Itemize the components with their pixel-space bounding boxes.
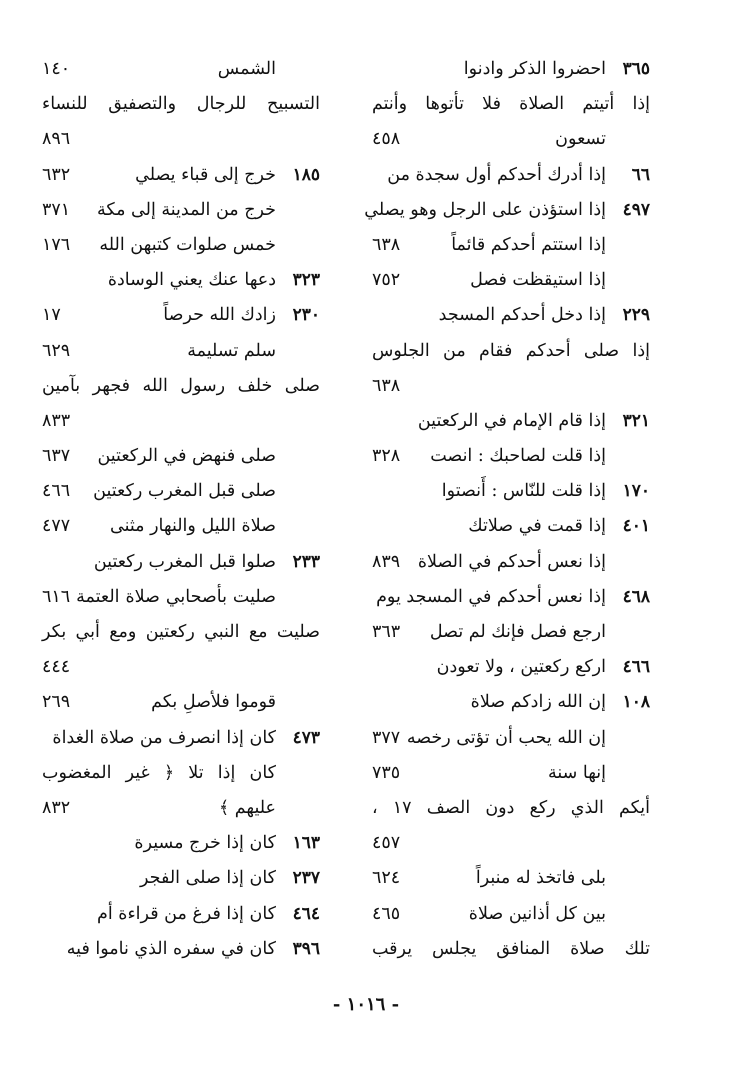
entry-text: إذا قمت في صلاتك bbox=[468, 516, 606, 537]
hadith-number: ٤٦٤ bbox=[292, 903, 320, 924]
entry-text: إذا قلت لصاحبك : انصت bbox=[430, 446, 606, 467]
entry-text: دعها عنك يعني الوسادة bbox=[107, 270, 276, 291]
page-reference: ٤٦٦ bbox=[42, 481, 71, 502]
index-entry bbox=[42, 193, 320, 228]
hadith-number: ٢٢٩ bbox=[622, 305, 650, 326]
page-reference: ٨٣٢ bbox=[42, 797, 71, 818]
index-entry bbox=[42, 52, 320, 87]
index-entry bbox=[372, 615, 650, 650]
index-entry bbox=[42, 685, 320, 720]
index-entry bbox=[372, 474, 650, 509]
entry-text: إذا نعس أحدكم في المسجد يوم bbox=[376, 586, 606, 607]
entry-text: إذا دخل أحدكم المسجد bbox=[438, 305, 606, 326]
entry-text: إذا نعس أحدكم في الصلاة bbox=[417, 551, 606, 572]
entry-text: قوموا فلأصلِ بكم bbox=[151, 692, 276, 713]
index-entry bbox=[42, 932, 320, 967]
page-reference: ٣٧٧ bbox=[372, 727, 401, 748]
index-entry bbox=[372, 685, 650, 720]
index-entry bbox=[42, 87, 320, 122]
entry-text: صليت مع النبي ركعتين ومع أبي بكر bbox=[42, 622, 320, 642]
index-entry bbox=[372, 861, 650, 896]
entry-text: صلى خلف رسول الله فجهر بآمين bbox=[42, 375, 320, 396]
entry-text: كان إذا صلى الفجر bbox=[140, 868, 276, 889]
entry-text: التسبيح للرجال والتصفيق للنساء bbox=[42, 94, 320, 115]
entry-text: بين كل أذانين صلاة bbox=[468, 903, 606, 924]
hadith-number: ٢٣٧ bbox=[292, 868, 320, 889]
index-entry bbox=[372, 897, 650, 932]
entry-text: سلم تسليمة bbox=[187, 340, 276, 361]
hadith-number: ٤٧٣ bbox=[292, 727, 320, 748]
entry-text: كان إذا خرج مسيرة bbox=[134, 833, 276, 854]
index-entry bbox=[42, 897, 320, 932]
entry-text: إذا قلت للنّاس : أَنصتوا bbox=[441, 481, 606, 502]
hadith-number: ٤٦٨ bbox=[622, 586, 650, 607]
page-reference: ٣٦٣ bbox=[372, 622, 401, 642]
index-entry bbox=[372, 228, 650, 263]
index-entry bbox=[372, 369, 650, 404]
index-entry bbox=[372, 263, 650, 298]
hadith-number: ١٧٠ bbox=[622, 481, 650, 502]
entry-text: صلى فنهض في الركعتين bbox=[97, 446, 276, 467]
page-reference: ٦٣٢ bbox=[42, 164, 71, 185]
entry-text: الشمس bbox=[217, 59, 276, 79]
entry-text: بلى فاتخذ له منبراً bbox=[475, 868, 606, 889]
entry-text: إنها سنة bbox=[547, 762, 606, 783]
index-entry bbox=[42, 228, 320, 263]
right-column bbox=[364, 52, 650, 967]
page-reference: ٧٥٢ bbox=[372, 270, 401, 291]
index-entry bbox=[42, 545, 320, 580]
hadith-number: ٦٦ bbox=[631, 164, 650, 185]
index-entry bbox=[42, 369, 320, 404]
index-entry bbox=[372, 826, 650, 861]
entry-text: كان إذا تلا ﴿ غير المغضوب bbox=[42, 762, 276, 783]
hadith-number: ٣٢٣ bbox=[292, 270, 320, 291]
entry-text: كان إذا انصرف من صلاة الغداة bbox=[52, 727, 276, 748]
hadith-number: ١٠٨ bbox=[622, 692, 650, 713]
index-entry bbox=[372, 158, 650, 193]
index-entry bbox=[42, 791, 320, 826]
page-number: - ١٠١٦ - bbox=[332, 994, 400, 1015]
entry-text: كان إذا فرغ من قراءة أم bbox=[97, 903, 276, 924]
hadith-number: ٢٣٣ bbox=[292, 551, 320, 572]
index-entry bbox=[42, 826, 320, 861]
hadith-number: ٤٦٦ bbox=[622, 657, 650, 678]
hadith-number: ٣٩٦ bbox=[292, 938, 320, 959]
entry-text: صلى قبل المغرب ركعتين bbox=[93, 481, 276, 502]
index-entry bbox=[42, 861, 320, 896]
page-reference: ٤٥٧ bbox=[372, 833, 401, 854]
hadith-number: ١٦٣ bbox=[292, 833, 320, 854]
index-entry bbox=[42, 615, 320, 650]
index-entry bbox=[372, 650, 650, 685]
entry-text: صلوا قبل المغرب ركعتين bbox=[93, 551, 276, 572]
page-reference: ٤٧٧ bbox=[42, 516, 71, 537]
entry-text: إذا صلى أحدكم فقام من الجلوس bbox=[372, 340, 650, 361]
index-entry bbox=[372, 580, 650, 615]
index-entry bbox=[372, 298, 650, 333]
index-entry bbox=[42, 263, 320, 298]
page-reference: ٨٩٦ bbox=[42, 129, 71, 150]
page-reference: ٨٣٣ bbox=[42, 410, 71, 431]
index-entry bbox=[372, 122, 650, 157]
index-entry bbox=[42, 298, 320, 333]
left-column bbox=[42, 52, 320, 967]
hadith-number: ٣٢١ bbox=[622, 410, 650, 431]
page-reference: ٦٣٨ bbox=[372, 375, 401, 396]
index-entry bbox=[372, 932, 650, 967]
page-reference: ٣٢٨ bbox=[372, 446, 401, 467]
index-entry bbox=[372, 756, 650, 791]
entry-text: إذا أتيتم الصلاة فلا تأتوها وأنتم bbox=[372, 94, 650, 115]
page-reference: ٢٦٩ bbox=[42, 692, 71, 713]
hadith-number: ٣٦٥ bbox=[622, 59, 650, 79]
hadith-number: ٤٩٧ bbox=[622, 199, 650, 220]
page-reference: ١٧ bbox=[42, 305, 61, 326]
index-entry bbox=[372, 721, 650, 756]
index-entry bbox=[372, 545, 650, 580]
index-entry bbox=[42, 509, 320, 544]
entry-text: خمس صلوات كتبهن الله bbox=[99, 234, 276, 255]
index-entry bbox=[372, 404, 650, 439]
page-reference: ٨٣٩ bbox=[372, 551, 401, 572]
index-entry bbox=[42, 580, 320, 615]
entry-text: عليهم ﴾ bbox=[218, 797, 276, 818]
index-entry bbox=[372, 334, 650, 369]
index-entry bbox=[42, 404, 320, 439]
page-reference: ٤٤٤ bbox=[42, 657, 71, 678]
page-reference: ٣٧١ bbox=[42, 199, 71, 220]
entry-text: تلك صلاة المنافق يجلس يرقب bbox=[372, 938, 650, 959]
index-entry bbox=[42, 650, 320, 685]
page-reference: ٤٥٨ bbox=[372, 129, 401, 150]
entry-text: ارجع فصل فإنك لم تصل bbox=[429, 622, 606, 642]
index-entry bbox=[42, 122, 320, 157]
entry-text: إذا استيقظت فصل bbox=[470, 270, 606, 291]
index-entry bbox=[42, 158, 320, 193]
page-reference: ٦٣٨ bbox=[372, 234, 401, 255]
page-reference: ٦٢٤ bbox=[372, 868, 401, 889]
entry-text: إذا أدرك أحدكم أول سجدة من bbox=[387, 164, 606, 185]
page-reference: ١٤٠ bbox=[42, 59, 71, 79]
hadith-number: ٤٠١ bbox=[622, 516, 650, 537]
entry-text: صليت بأصحابي صلاة العتمة ٦١٦ bbox=[42, 586, 276, 607]
entry-text: صلاة الليل والنهار مثنى bbox=[110, 516, 276, 537]
entry-text: إن الله زادكم صلاة bbox=[470, 692, 606, 713]
index-entry bbox=[42, 334, 320, 369]
entry-text: زادك الله حرصاً bbox=[163, 305, 276, 326]
index-entry bbox=[372, 52, 650, 87]
index-entry bbox=[364, 193, 650, 228]
page-reference: ٧٣٥ bbox=[372, 762, 401, 783]
index-entry bbox=[372, 509, 650, 544]
page-reference: ٦٣٧ bbox=[42, 446, 71, 467]
page-reference: ٦٢٩ bbox=[42, 340, 71, 361]
page-reference: ٤٦٥ bbox=[372, 903, 401, 924]
entry-text: خرج من المدينة إلى مكة bbox=[97, 199, 276, 220]
entry-text: احضروا الذكر وادنوا bbox=[463, 59, 606, 79]
hadith-number: ١٨٥ bbox=[292, 164, 320, 185]
entry-text: إذا استتم أحدكم قائماً bbox=[451, 234, 606, 255]
entry-text: كان في سفره الذي ناموا فيه bbox=[66, 938, 276, 959]
hadith-number: ٢٣٠ bbox=[292, 305, 320, 326]
entry-text: إذا قام الإمام في الركعتين bbox=[417, 410, 606, 431]
entry-text: أيكم الذي ركع دون الصف ١٧ ، bbox=[372, 797, 650, 818]
index-entry bbox=[42, 474, 320, 509]
index-entry bbox=[372, 87, 650, 122]
entry-text: اركع ركعتين ، ولا تعودن bbox=[436, 657, 606, 678]
index-entry bbox=[42, 439, 320, 474]
entry-text: خرج إلى قباء يصلي bbox=[135, 164, 276, 185]
index-entry bbox=[372, 439, 650, 474]
index-entry bbox=[42, 756, 320, 791]
index-entry bbox=[42, 721, 320, 756]
entry-text: إذا استؤذن على الرجل وهو يصلي bbox=[364, 199, 606, 220]
entry-text: تسعون bbox=[555, 129, 606, 150]
entry-text: إن الله يحب أن تؤتى رخصه bbox=[406, 727, 606, 748]
page-reference: ١٧٦ bbox=[42, 234, 71, 255]
index-entry bbox=[372, 791, 650, 826]
